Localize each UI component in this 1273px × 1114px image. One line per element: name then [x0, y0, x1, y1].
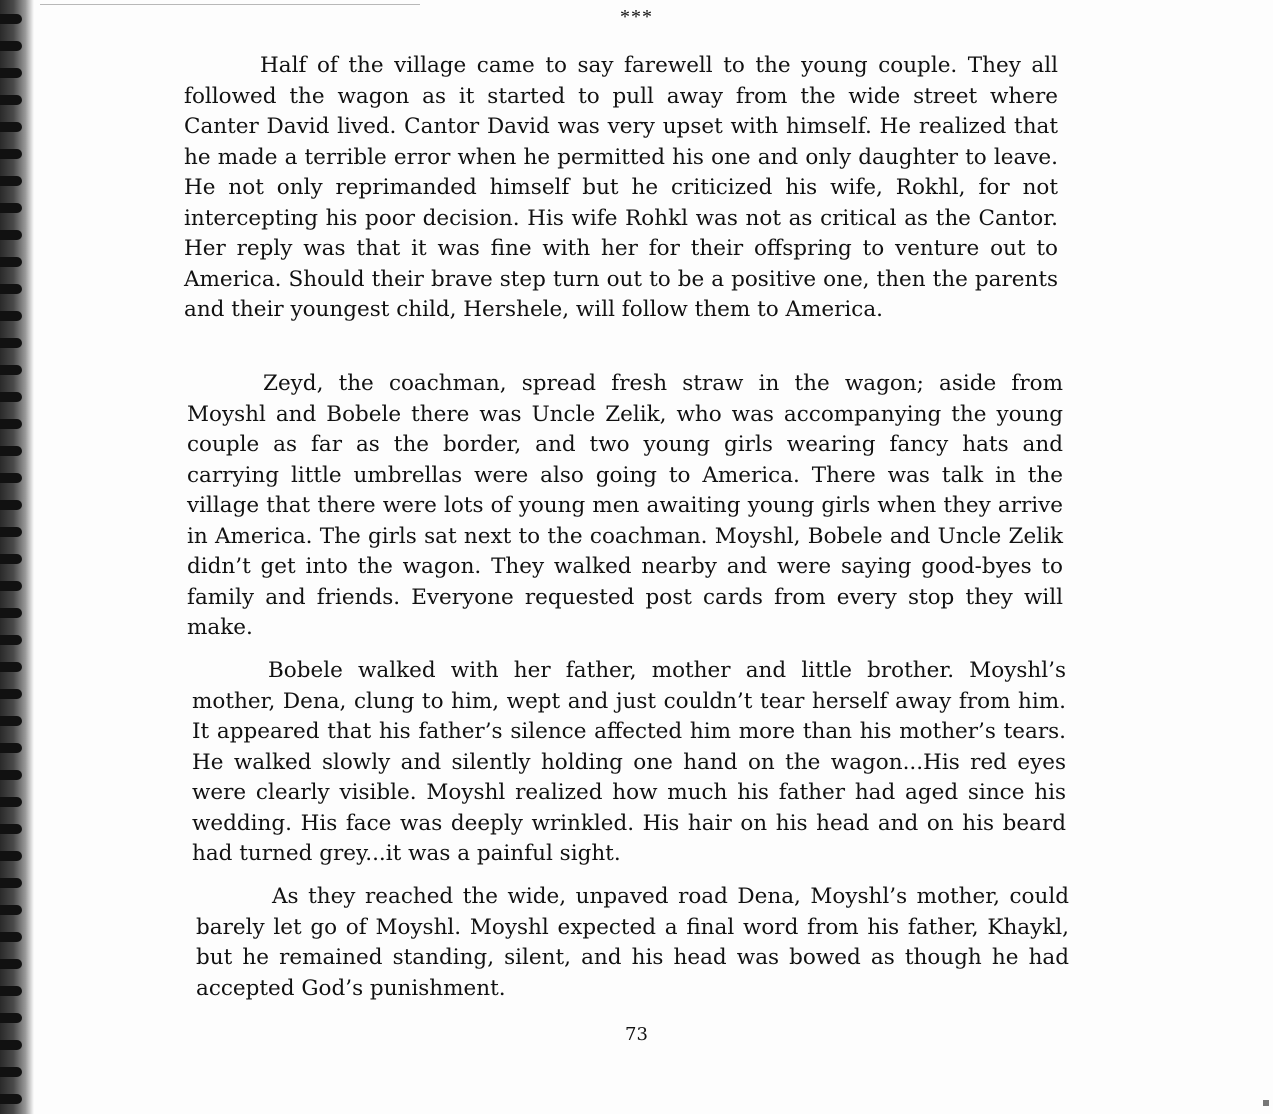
paragraph-coachman: Zeyd, the coachman, spread fresh straw in the wagon; aside from Moyshl and Bobele there was Uncle Zelik, who was accompanying the young couple as far as the border, and two young girls wearing fancy hats and carrying little umbrellas were also going to America. There was talk in the village that there were lots of young men awaiting young girls when they arrive in America. The girls sat next to the coachman. Moyshl, Bobele and Uncle Zelik didn’t get into the wagon. They walked nearby and were saying good-byes to family and friends. Everyone requested post cards from every stop they will make. — [187, 371, 1063, 640]
binding-ring — [0, 716, 22, 726]
binding-ring — [0, 338, 22, 348]
binding-ring — [0, 932, 22, 942]
page-number: 73 — [625, 1024, 648, 1045]
binding-ring — [0, 986, 22, 996]
binding-ring — [0, 527, 22, 537]
binding-ring — [0, 662, 22, 672]
binding-ring — [0, 446, 22, 456]
binding-ring — [0, 500, 22, 510]
binding-ring — [0, 230, 22, 240]
binding-ring — [0, 257, 22, 267]
top-scan-line — [40, 4, 420, 5]
binding-ring — [0, 68, 22, 78]
binding-ring — [0, 419, 22, 429]
binding-ring — [0, 311, 22, 321]
binding-ring — [0, 41, 22, 51]
binding-ring — [0, 122, 22, 132]
binding-ring — [0, 770, 22, 780]
binding-ring — [0, 203, 22, 213]
binding-ring — [0, 284, 22, 294]
binding-ring — [0, 905, 22, 915]
paragraph-family-walk: Bobele walked with her father, mother and little brother. Moyshl’s mother, Dena, clung to him, wept and just couldn’t tear herself away from him. It appeared that his father’s silence affected him more than his mother’s tears. He walked slowly and silently holding one hand on the wagon...His red eyes were clearly visible. Moyshl realized how much his father had aged since his wedding. His face was deeply wrinkled. His hair on his head and on his beard had turned grey...it was a painful sight. — [192, 658, 1066, 866]
binding-ring — [0, 473, 22, 483]
paragraph-unpaved-road: As they reached the wide, unpaved road Dena, Moyshl’s mother, could barely let go of Moyshl. Moyshl expected a final word from his father, Khaykl, but he remained standing, silent, and his head was bowed as though he had accepted God’s punishment. — [196, 884, 1069, 1001]
binding-ring — [0, 365, 22, 375]
binding-ring — [0, 95, 22, 105]
binding-ring — [0, 851, 22, 861]
spiral-binding — [0, 0, 34, 1114]
binding-ring — [0, 1067, 22, 1077]
binding-ring — [0, 878, 22, 888]
binding-ring — [0, 635, 22, 645]
section-separator: *** — [620, 6, 653, 28]
binding-ring — [0, 689, 22, 699]
binding-ring — [0, 959, 22, 969]
binding-ring — [0, 149, 22, 159]
binding-ring — [0, 743, 22, 753]
binding-ring — [0, 176, 22, 186]
scan-speck — [1263, 1100, 1269, 1106]
binding-ring — [0, 608, 22, 618]
binding-ring — [0, 1094, 22, 1104]
binding-ring — [0, 824, 22, 834]
binding-ring — [0, 1013, 22, 1023]
binding-ring — [0, 581, 22, 591]
binding-ring — [0, 797, 22, 807]
paragraph-farewell: Half of the village came to say farewell to the young couple. They all followed the wagon as it started to pull away from the wide street where Canter David lived. Cantor David was very upset with himself. He realized that he made a terrible error when he permitted his one and only daughter to leave. He not only reprimanded himself but he criticized his wife, Rokhl, for not intercepting his poor decision. His wife Rohkl was not as critical as the Cantor. Her reply was that it was fine with her for their offspring to venture out to America. Should their brave step turn out to be a positive one, then the parents and their youngest child, Hershele, will follow them to America. — [184, 53, 1058, 322]
binding-ring — [0, 392, 22, 402]
binding-ring — [0, 554, 22, 564]
